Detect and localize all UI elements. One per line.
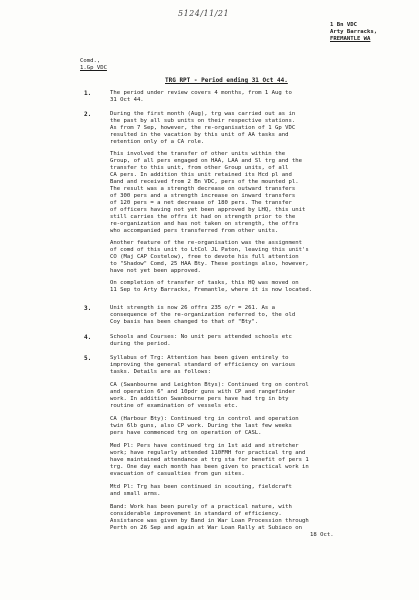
text-line: retention only of a CA role. bbox=[110, 139, 205, 145]
text-line: the past by all sub units on their respective stations. bbox=[110, 118, 296, 124]
text-line: still carries the offrs it had on strength prior to the bbox=[110, 214, 296, 220]
text-line: Med Pl: Pers have continued trg in 1st aid and stretcher bbox=[110, 443, 299, 449]
text-line: have maintained attendance at trg sta for benefit of pers 1 bbox=[110, 457, 309, 463]
text-line: Mtd Pl: Trg has been continued in scouting, fieldcraft bbox=[110, 484, 292, 490]
text-line: and small arms. bbox=[110, 491, 161, 497]
section-number: 3. bbox=[84, 305, 92, 312]
unit-header-line: Arty Barracks, bbox=[330, 29, 378, 35]
text-line: Group, of all pers engaged on HAA, LAA and Sl trg and the bbox=[110, 158, 302, 164]
unit-header-line: 1 Bn VDC bbox=[330, 22, 357, 28]
text-line: This involved the transfer of other units within the bbox=[110, 151, 286, 157]
text-line: transfer to this unit, from other Group units, of all bbox=[110, 165, 289, 171]
text-line: work; have regularly attended 110FMH for practical trg and bbox=[110, 450, 306, 456]
text-line: During the first month (Aug), trg was carried out as in bbox=[110, 111, 296, 117]
handwritten-reference: 5124/11/21 bbox=[178, 9, 230, 18]
text-line: The period under review covers 4 months, from 1 Aug to bbox=[110, 90, 292, 96]
text-line: pers have commenced trg on operation of CASL. bbox=[110, 430, 262, 436]
text-line: tasks. Details are as follows: bbox=[110, 369, 212, 375]
section-number: 2. bbox=[84, 111, 92, 118]
addressee-line: 1.Gp VDC bbox=[80, 65, 107, 71]
text-line: Perth on 26 Sep and again at War Loan Rally at Subiaco on bbox=[110, 525, 302, 531]
text-line: Schools and Courses: No unit pers attended schools etc bbox=[110, 334, 292, 340]
text-line: Syllabus of Trg: Attention has been given entirely to bbox=[110, 355, 289, 361]
text-line: resulted in the vacation by this unit of AA tasks and bbox=[110, 132, 289, 138]
text-line: of 120 pers = a net decrease of 180 pers. The transfer bbox=[110, 200, 292, 206]
text-line: trg. One day each month has been given to practical work in bbox=[110, 464, 309, 470]
text-line: improving the general standard of efficiency on various bbox=[110, 362, 296, 368]
text-line: CA (Swanbourne and Leighton Btys): Continued trg on control bbox=[110, 382, 309, 388]
text-line: re-organization and has not taken on strength, the offrs bbox=[110, 221, 299, 227]
text-line: 31 Oct 44. bbox=[110, 97, 144, 103]
text-line: Unit strength is now 26 offrs 235 o/r = 261. As a bbox=[110, 305, 276, 311]
report-title: TRG RPT - Period ending 31 Oct 44. bbox=[165, 77, 288, 84]
text-line: 18 Oct. bbox=[310, 532, 334, 538]
section-number: 5. bbox=[84, 355, 92, 362]
text-line: during the period. bbox=[110, 341, 171, 347]
text-line: CO (Maj CAP Costelow), free to devote his full attention bbox=[110, 254, 299, 260]
text-line: routine of examination of vessels etc. bbox=[110, 403, 238, 409]
text-line: The result was a strength decrease on outward transfers bbox=[110, 186, 296, 192]
text-line: Assistance was given by Band in War Loan Procession through bbox=[110, 518, 309, 524]
text-line: On completion of transfer of tasks, this HQ was moved on bbox=[110, 280, 299, 286]
text-line: who accompanied pers transferred from other units. bbox=[110, 228, 279, 234]
text-line: Another feature of the re-organisation was the assignment bbox=[110, 240, 302, 246]
text-line: of comd of this unit to LtCol JL Paton, leaving this unit's bbox=[110, 247, 309, 253]
text-line: consequence of the re-organization referred to, the old bbox=[110, 312, 296, 318]
text-line: to "Shadow" Comd, 25 HAA Bty. These postings also, however, bbox=[110, 261, 309, 267]
text-line: Coy basis has been changed to that of "Bty". bbox=[110, 319, 259, 325]
section-number: 1. bbox=[84, 90, 92, 97]
text-line: have not yet been approved. bbox=[110, 268, 201, 274]
text-line: work. In addition Swanbourne pers have had trg in bty bbox=[110, 396, 289, 402]
section-number: 4. bbox=[84, 334, 92, 341]
text-line: of 300 pers and a strength increase on inward transfers bbox=[110, 193, 296, 199]
text-line: As from 7 Sep, however, the re-organisation of 1 Gp VDC bbox=[110, 125, 296, 131]
text-line: evacuation of casualties from gun sites. bbox=[110, 471, 245, 477]
text-line: of officers having not yet been approved by LHQ, this unit bbox=[110, 207, 306, 213]
text-line: Band and received from 2 Bn VDC, pers of the mounted pl. bbox=[110, 179, 299, 185]
text-line: CA pers. In addition this unit retained its Hcd pl and bbox=[110, 172, 292, 178]
text-line: considerable improvement in standard of efficiency. bbox=[110, 511, 282, 517]
unit-header-line: FREMANTLE WA bbox=[330, 36, 371, 42]
text-line: Band: Work has been purely of a practical nature, with bbox=[110, 504, 292, 510]
text-line: and operation 6" and 10pdr guns with CP and rangefinder bbox=[110, 389, 296, 395]
text-line: 11 Sep to Arty Barracks, Fremantle, where it is now located. bbox=[110, 287, 313, 293]
text-line: twin 6lb guns, also CP work. During the last few weeks bbox=[110, 423, 292, 429]
text-line: CA (Harbour Bty): Continued trg in control and operation bbox=[110, 416, 299, 422]
addressee-line: Comd., bbox=[80, 58, 101, 64]
